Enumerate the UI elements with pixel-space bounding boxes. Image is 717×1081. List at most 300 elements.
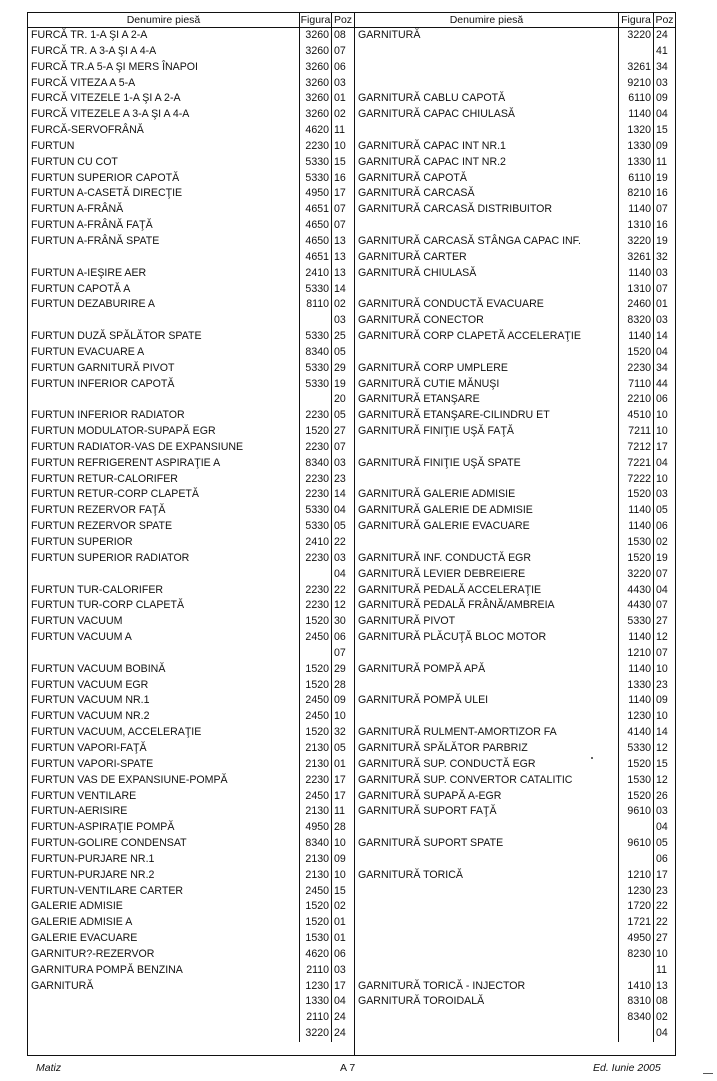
position-number: 07 [653,282,675,298]
figure-number: 9610 [618,804,653,820]
figure-number: 4650 [299,218,331,234]
position-number: 13 [331,250,354,266]
position-number: 07 [653,598,675,614]
position-number: 08 [653,994,675,1010]
part-name: GARNITURĂ LEVIER DEBREIERE [358,567,526,580]
figure-number: 2210 [618,392,653,408]
part-name: FURCĂ VITEZELE A 3-A ŞI A 4-A [31,108,190,121]
figure-number: 6110 [618,171,653,187]
position-number: 23 [331,472,354,488]
position-number: 25 [331,329,354,345]
figure-number [618,44,653,60]
part-name: GALERIE ADMISIE A [31,916,133,929]
table-row [355,123,675,139]
table-row [355,155,675,171]
part-name: FURTUN VAPORI-SPATE [31,757,154,770]
position-number: 02 [331,899,354,915]
position-number: 27 [653,614,675,630]
position-number: 24 [331,1010,354,1026]
figure-number: 3220 [618,28,653,44]
part-name: GALERIE ADMISIE [31,900,123,913]
position-number: 04 [653,820,675,836]
table-row [355,487,675,503]
part-name [28,1010,299,1026]
figure-number: 1530 [299,931,331,947]
position-number: 32 [653,250,675,266]
figure-number: 4650 [299,234,331,250]
part-name: GARNITURĂ TOROIDALĂ [358,995,485,1008]
figure-number: 1140 [618,630,653,646]
part-name: GARNITURĂ GALERIE ADMISIE [358,488,516,501]
table-row [355,392,675,408]
part-name: FURTUN VACUUM, ACCELERAŢIE [31,726,202,739]
table-row [28,662,354,678]
position-number: 09 [331,852,354,868]
table-row [355,218,675,234]
table-row [355,408,675,424]
position-number: 22 [331,583,354,599]
figure-number: 3260 [299,76,331,92]
part-name [355,646,618,662]
figure-number: 4950 [299,186,331,202]
position-number: 04 [653,1026,675,1042]
position-number: 27 [331,424,354,440]
table-row [355,836,675,852]
part-name: GARNITURĂ CAPAC INT NR.2 [358,155,506,168]
figure-number: 8320 [618,313,653,329]
position-number: 04 [653,456,675,472]
table-row [355,250,675,266]
part-name: FURTUN VACUUM NR.2 [31,710,150,723]
position-number: 02 [653,535,675,551]
figure-number: 1520 [299,614,331,630]
table-row [355,171,675,187]
figure-number: 1520 [299,725,331,741]
table-row [355,440,675,456]
figure-number: 2450 [299,789,331,805]
table-row [355,868,675,884]
figure-number: 2130 [299,757,331,773]
table-row [355,60,675,76]
table-row [28,250,354,266]
table-row [28,155,354,171]
table-row [355,583,675,599]
part-name [355,1026,618,1042]
part-name: FURTUN A-CASETĂ DIRECŢIE [31,187,183,200]
part-name [355,709,618,725]
header-name: Denumire piesă [126,14,201,26]
position-number: 20 [331,392,354,408]
position-number: 03 [653,313,675,329]
position-number: 15 [653,123,675,139]
position-number: 01 [331,757,354,773]
position-number: 16 [331,171,354,187]
table-row [28,440,354,456]
figure-number: 1330 [299,994,331,1010]
position-number: 16 [653,186,675,202]
part-name: FURTUN VACUUM NR.1 [31,694,150,707]
part-name: GARNITURĂ CARCASĂ DISTRIBUITOR [358,203,553,216]
part-name: FURTUN RADIATOR-VAS DE EXPANSIUNE [31,440,244,453]
table-row [355,282,675,298]
table-row [28,345,354,361]
figure-number: 7110 [618,377,653,393]
part-name: GARNITURĂ POMPĂ ULEI [358,694,489,707]
figure-number: 8210 [618,186,653,202]
position-number: 24 [653,28,675,44]
part-name: FURTUN [31,139,75,152]
table-row [355,804,675,820]
table-row [355,693,675,709]
part-name: GARNITURĂ POMPĂ APĂ [358,662,486,675]
part-name: FURTUN VAS DE EXPANSIUNE-POMPĂ [31,773,228,786]
position-number: 04 [653,583,675,599]
position-number: 14 [331,282,354,298]
table-row [355,76,675,92]
part-name: FURTUN TUR-CALORIFER [31,583,164,596]
table-row [355,297,675,313]
figure-number: 1520 [618,757,653,773]
table-row [28,884,354,900]
position-number: 17 [653,868,675,884]
part-name: GARNITURĂ CABLU CAPOTĂ [358,92,506,105]
part-name: FURTUN A-FRÂNĂ SPATE [31,234,160,247]
part-name: GARNITURĂ SUPORT SPATE [358,837,504,850]
position-number: 22 [653,899,675,915]
figure-number: 8340 [299,345,331,361]
table-row [28,1010,354,1026]
part-name [28,567,299,583]
part-name: FURTUN-PURJARE NR.2 [31,868,155,881]
figure-number: 1520 [618,345,653,361]
figure-number: 1530 [618,773,653,789]
part-name: GARNITURĂ CARCASĂ STÂNGA CAPAC INF. [358,234,581,247]
part-name: GARNITURĂ TORICĂ - INJECTOR [358,979,526,992]
position-number: 05 [331,741,354,757]
figure-number: 2410 [299,535,331,551]
part-name: FURTUN VACUUM A [31,631,132,644]
figure-number: 8340 [299,836,331,852]
position-number: 03 [653,76,675,92]
header-figura: Figura [300,14,331,26]
part-name [355,60,618,76]
part-name: GARNITURĂ CARTER [358,250,467,263]
table-row [28,107,354,123]
position-number: 07 [331,646,354,662]
figure-number: 2230 [299,551,331,567]
position-number: 06 [331,630,354,646]
figure-number: 2460 [618,297,653,313]
part-name: GARNITURĂ CONDUCTĂ EVACUARE [358,298,544,311]
figure-number [618,852,653,868]
figure-number: 1140 [618,202,653,218]
part-name: FURTUN-VENTILARE CARTER [31,884,184,897]
figure-number: 2230 [299,472,331,488]
part-name: FURTUN SUPERIOR RADIATOR [31,551,190,564]
part-name [28,646,299,662]
table-row [355,820,675,836]
table-row [355,551,675,567]
position-number: 03 [331,963,354,979]
position-number: 17 [331,773,354,789]
part-name [28,1026,299,1042]
figure-number: 2450 [299,630,331,646]
part-name: GARNITURĂ CONECTOR [358,314,484,327]
figure-number: 1520 [618,551,653,567]
position-number: 03 [331,313,354,329]
part-name: FURTUN VACUUM [31,615,123,628]
table-row [28,456,354,472]
position-number: 27 [653,931,675,947]
table-row [355,646,675,662]
figure-number: 3260 [299,60,331,76]
table-row [355,567,675,583]
figure-number: 2450 [299,709,331,725]
part-name: FURTUN MODULATOR-SUPAPĂ EGR [31,425,216,438]
part-name: FURCĂ TR.A 5-A ŞI MERS ÎNAPOI [31,60,198,73]
position-number: 04 [331,994,354,1010]
position-number: 02 [331,297,354,313]
position-number: 17 [331,789,354,805]
position-number: 03 [653,266,675,282]
part-name: GARNITURĂ [31,979,94,992]
figure-number: 1720 [618,899,653,915]
table-row [28,377,354,393]
table-row [355,773,675,789]
position-number: 06 [331,60,354,76]
position-number: 07 [331,440,354,456]
part-name: GARNITURĂ PIVOT [358,615,456,628]
figure-number: 2130 [299,741,331,757]
position-number: 07 [653,202,675,218]
table-row [28,1026,354,1042]
figure-number: 8310 [618,994,653,1010]
figure-number: 1520 [618,487,653,503]
part-name [355,899,618,915]
figure-number: 5330 [299,282,331,298]
figure-number: 3260 [299,28,331,44]
figure-number: 1320 [618,123,653,139]
position-number: 11 [331,804,354,820]
position-number: 10 [331,868,354,884]
table-header [355,13,675,28]
table-row [28,630,354,646]
position-number: 02 [653,1010,675,1026]
figure-number: 1520 [299,662,331,678]
part-name [355,852,618,868]
part-name: GARNITURĂ ETANŞARE [358,393,480,406]
position-number: 01 [331,931,354,947]
part-name: FURTUN-ASPIRAŢIE POMPĂ [31,821,175,834]
part-name: GARNITURĂ FINIŢIE UŞĂ SPATE [358,456,521,469]
table-row [355,345,675,361]
table-row [355,519,675,535]
position-number: 34 [653,361,675,377]
part-name [355,535,618,551]
footer-model: Matiz [36,1062,62,1074]
part-name: FURTUN TUR-CORP CLAPETĂ [31,599,185,612]
table-row [28,519,354,535]
table-row [355,266,675,282]
position-number: 17 [331,979,354,995]
figure-number: 4651 [299,202,331,218]
part-name: GARNITURĂ [358,29,421,41]
figure-number: 1140 [618,503,653,519]
part-name [355,947,618,963]
part-name: FURTUN DUZĂ SPĂLĂTOR SPATE [31,330,202,343]
figure-number [618,963,653,979]
figure-number: 5330 [618,741,653,757]
position-number: 16 [653,218,675,234]
table-row [28,91,354,107]
part-name: GARNITURĂ CARCASĂ [358,187,475,200]
part-name: GARNITURĂ CUTIE MĂNUŞI [358,377,500,390]
part-name: FURTUN VAPORI-FAŢĂ [31,741,147,754]
figure-number: 1330 [618,155,653,171]
figure-number: 5330 [618,614,653,630]
figure-number: 3261 [618,60,653,76]
header-figura: Figura [618,13,653,27]
table-row [28,28,354,44]
table-row [355,456,675,472]
figure-number: 1721 [618,915,653,931]
table-row [28,963,354,979]
part-name [355,678,618,694]
figure-number: 2110 [299,963,331,979]
figure-number [299,646,331,662]
figure-number: 4430 [618,598,653,614]
part-name: FURTUN-AERISIRE [31,805,128,818]
position-number: 07 [331,44,354,60]
table-row [28,820,354,836]
table-row [355,44,675,60]
position-number: 07 [653,567,675,583]
table-row [355,725,675,741]
figure-number: 1330 [618,678,653,694]
table-row [28,551,354,567]
part-name: FURTUN CU COT [31,155,118,168]
table-row [28,266,354,282]
table-row [28,931,354,947]
table-row [355,757,675,773]
figure-number: 3260 [299,107,331,123]
table-row [28,171,354,187]
figure-number: 1140 [618,107,653,123]
part-name: FURTUN VACUUM BOBINĂ [31,662,166,675]
figure-number: 1520 [299,915,331,931]
position-number: 03 [331,456,354,472]
figure-number: 7222 [618,472,653,488]
part-name [355,1010,618,1026]
part-name: FURTUN EVACUARE A [31,345,145,358]
position-number: 15 [331,884,354,900]
position-number: 10 [331,709,354,725]
figure-number: 3220 [618,234,653,250]
part-name: GARNITURĂ SUP. CONVERTOR CATALITIC [358,773,573,786]
part-name [355,345,618,361]
position-number: 17 [331,186,354,202]
part-name [28,313,299,329]
figure-number: 5330 [299,361,331,377]
position-number: 29 [331,662,354,678]
figure-number: 1140 [618,693,653,709]
table-row [28,218,354,234]
figure-number: 5330 [299,377,331,393]
position-number: 02 [331,107,354,123]
table-row [355,852,675,868]
table-row [355,630,675,646]
figure-number: 1520 [618,789,653,805]
table-row [355,614,675,630]
figure-number: 2450 [299,693,331,709]
figure-number: 2110 [299,1010,331,1026]
figure-number: 1140 [618,519,653,535]
figure-number: 7212 [618,440,653,456]
position-number: 22 [331,535,354,551]
part-name: FURTUN VACUUM EGR [31,678,149,691]
table-row [28,741,354,757]
figure-number: 8340 [299,456,331,472]
table-row [355,424,675,440]
part-name: FURTUN A-IEŞIRE AER [31,266,147,279]
part-name: GARNITURĂ TORICĂ [358,868,463,881]
figure-number: 5330 [299,329,331,345]
table-row [355,377,675,393]
table-row [28,709,354,725]
position-number: 06 [331,947,354,963]
position-number: 12 [331,598,354,614]
position-number: 05 [331,345,354,361]
position-number: 26 [653,789,675,805]
right-rows [355,28,675,1042]
figure-number: 2230 [299,487,331,503]
figure-number: 7211 [618,424,653,440]
part-name: FURTUN CAPOTĂ A [31,282,131,295]
part-name: FURTUN SUPERIOR [31,536,133,548]
position-number: 15 [331,155,354,171]
table-row [355,899,675,915]
part-name [355,931,618,947]
part-name [355,884,618,900]
part-name [355,44,618,60]
position-number: 12 [653,773,675,789]
part-name: FURTUN-GOLIRE CONDENSAT [31,837,187,850]
table-row [28,567,354,583]
position-number: 03 [331,76,354,92]
part-name: FURTUN REZERVOR SPATE [31,520,173,533]
header-name: Denumire piesă [449,14,524,26]
figure-number: 4950 [299,820,331,836]
figure-number: 1330 [618,139,653,155]
position-number: 04 [331,567,354,583]
position-number: 19 [653,171,675,187]
position-number: 10 [653,472,675,488]
part-name: FURTUN REFRIGERENT ASPIRAŢIE A [31,456,221,469]
figure-number: 1210 [618,646,653,662]
figure-number: 4950 [618,931,653,947]
position-number: 11 [653,155,675,171]
figure-number: 2410 [299,266,331,282]
position-number: 03 [331,551,354,567]
position-number: 44 [653,377,675,393]
figure-number: 1230 [299,979,331,995]
position-number: 23 [653,884,675,900]
table-row [355,28,675,44]
table-row [355,361,675,377]
part-name [355,282,618,298]
position-number: 03 [653,487,675,503]
figure-number: 3260 [299,44,331,60]
